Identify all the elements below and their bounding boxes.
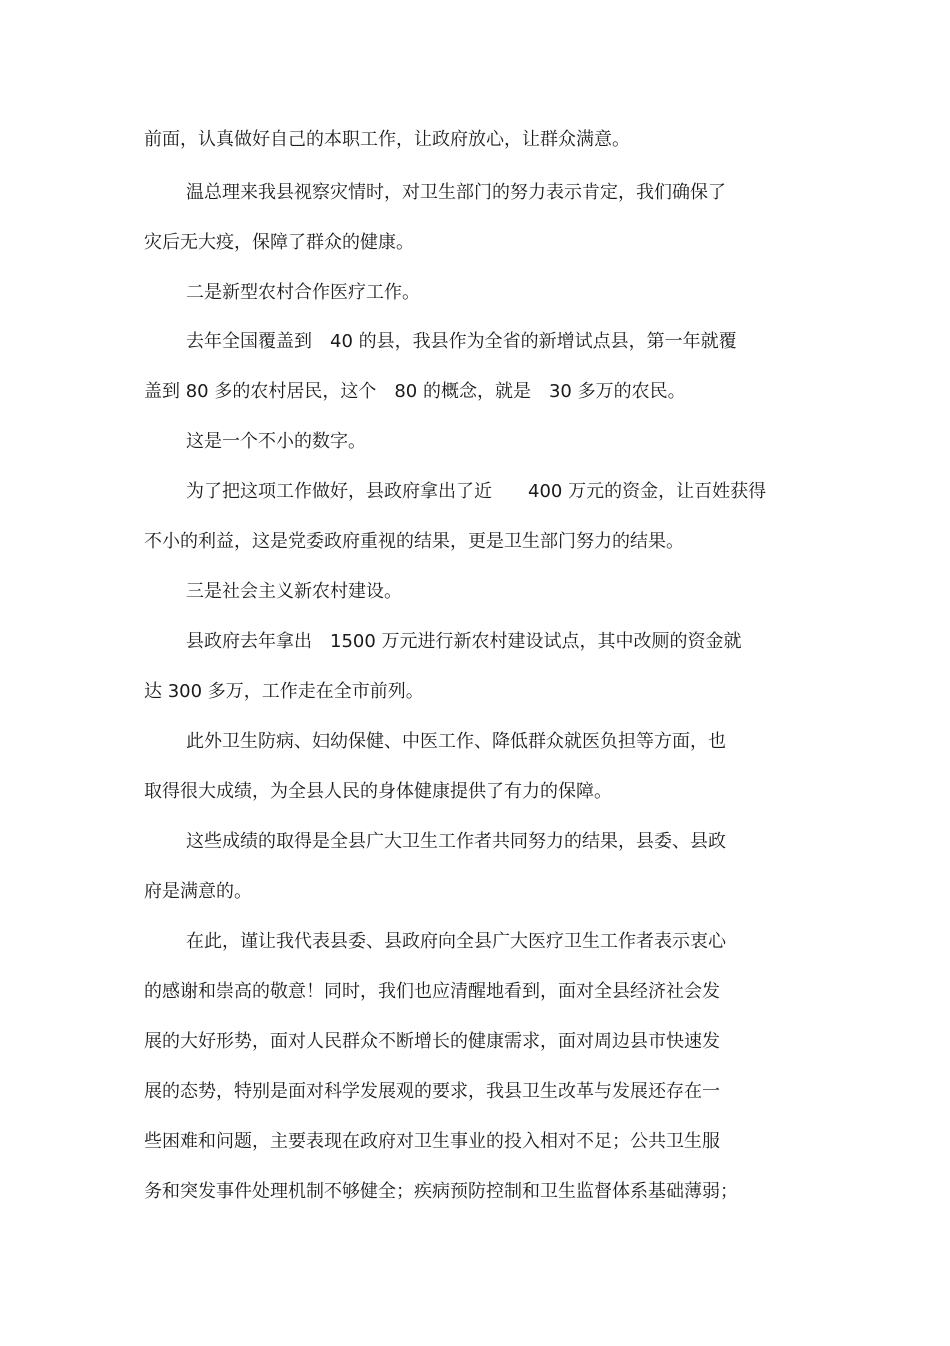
text-line: 三是社会主义新农村建设。 xyxy=(186,581,402,602)
text-line: 展的大好形势，面对人民群众不断增长的健康需求，面对周边县市快速发 xyxy=(144,1031,720,1052)
text-line: 前面，认真做好自己的本职工作，让政府放心，让群众满意。 xyxy=(144,129,630,150)
text-line: 取得很大成绩，为全县人民的身体健康提供了有力的保障。 xyxy=(144,781,612,802)
text-line: 些困难和问题，主要表现在政府对卫生事业的投入相对不足；公共卫生服 xyxy=(144,1131,720,1152)
text-line: 盖到 80 多的农村居民，这个 80 的概念，就是 30 多万的农民。 xyxy=(144,381,686,402)
text-line: 不小的利益，这是党委政府重视的结果，更是卫生部门努力的结果。 xyxy=(144,531,684,552)
text-line: 去年全国覆盖到 40 的县，我县作为全省的新增试点县，第一年就覆 xyxy=(186,331,737,352)
text-line: 府是满意的。 xyxy=(144,881,252,902)
text-line: 二是新型农村合作医疗工作。 xyxy=(186,282,420,303)
text-line: 这是一个不小的数字。 xyxy=(186,431,366,452)
text-line: 的感谢和崇高的敬意！同时，我们也应清醒地看到，面对全县经济社会发 xyxy=(144,981,720,1002)
text-line: 务和突发事件处理机制不够健全；疾病预防控制和卫生监督体系基础薄弱； xyxy=(144,1181,738,1202)
text-line: 展的态势，特别是面对科学发展观的要求，我县卫生改革与发展还存在一 xyxy=(144,1081,720,1102)
text-line: 温总理来我县视察灾情时，对卫生部门的努力表示肯定，我们确保了 xyxy=(186,182,726,203)
text-line: 为了把这项工作做好，县政府拿出了近 400 万元的资金，让百姓获得 xyxy=(186,481,767,502)
text-line: 在此，谨让我代表县委、县政府向全县广大医疗卫生工作者表示衷心 xyxy=(186,931,726,952)
text-line: 县政府去年拿出 1500 万元进行新农村建设试点，其中改厕的资金就 xyxy=(186,631,742,652)
text-line: 达 300 多万，工作走在全市前列。 xyxy=(144,681,424,702)
text-line: 灾后无大疫，保障了群众的健康。 xyxy=(144,232,414,253)
text-line: 此外卫生防病、妇幼保健、中医工作、降低群众就医负担等方面，也 xyxy=(186,731,726,752)
text-line: 这些成绩的取得是全县广大卫生工作者共同努力的结果，县委、县政 xyxy=(186,831,726,852)
